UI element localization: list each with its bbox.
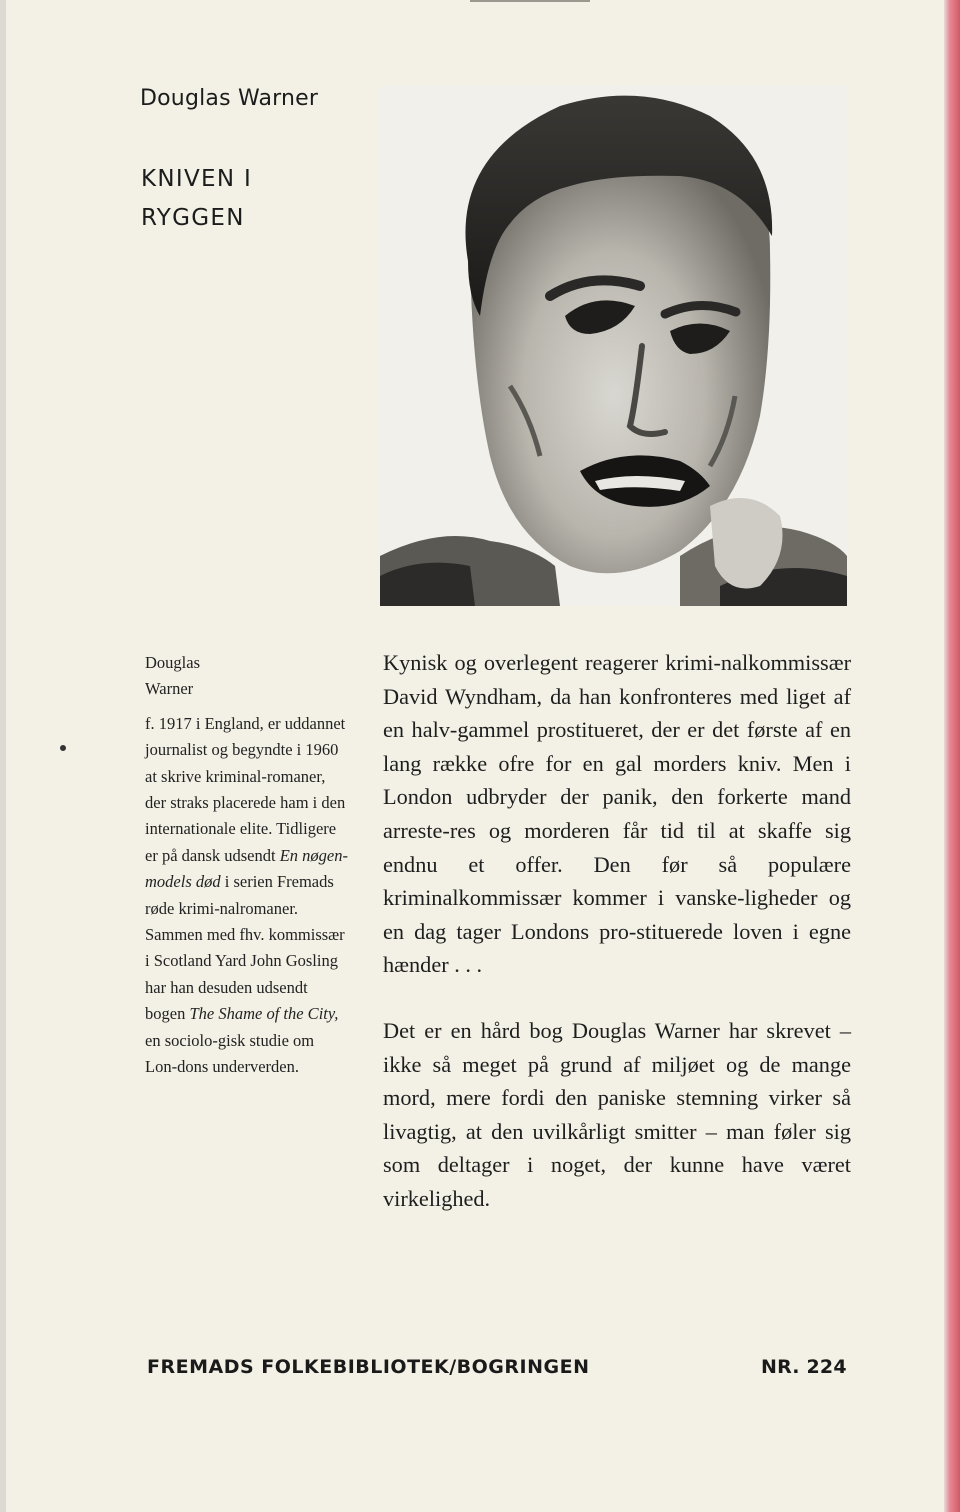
title-line-2: RYGGEN <box>141 205 245 231</box>
top-rule <box>470 0 590 2</box>
bio-text <box>145 711 350 1081</box>
author-bio-sidebar <box>145 650 350 1089</box>
bio-text-part-2: i serien Fremads røde krimi-nalromaner. Sammen med fhv. kommissær i Scotland Yard John Gosling har han desuden udsendt bogen <box>145 872 345 1024</box>
series-number: NR. 224 <box>761 1356 847 1378</box>
bio-book-title-2: The Shame of the City, <box>189 1004 339 1024</box>
red-spine-edge <box>944 0 960 1512</box>
blurb-paragraph-2: Det er en hård bog Douglas Warner har skrevet – ikke så meget på grund af miljøet og de mange mord, mere fordi den paniske stemning virker så livagtig, at den uvilkårligt smitter – man føler sig som deltager i noget, der kunne have været virkelighed. <box>383 1017 851 1211</box>
bio-name <box>145 650 350 703</box>
bio-name-line-1: Douglas <box>145 653 200 672</box>
bio-text-part-1: f. 1917 i England, er uddannet journalist og begyndte i 1960 at skrive kriminal-romaner, der straks placerede ham i den internationale elite. Tidligere er på dansk udsendt <box>145 713 346 865</box>
book-title <box>141 160 252 238</box>
author-portrait-image <box>380 86 847 606</box>
bio-name-line-2: Warner <box>145 679 194 699</box>
cover-left-edge <box>0 0 6 1512</box>
author-photo <box>380 86 847 606</box>
blurb-paragraph-1: Kynisk og overlegent reagerer krimi-nalkommissær David Wyndham, da han konfronteres med liget af en halv-gammel prostitueret, der er det første af en lang række ofre for en gal morders kniv. Men i London udbryder der panik, den forkerte mand arreste-res og morderen får tid til at skaffe sig endnu et offer. Den før så populære kriminalkommissær kommer i vanske-ligheder og en dag tager Londons pro-stituerede loven i egne hænder . . . <box>383 650 851 978</box>
book-blurb <box>383 646 851 1248</box>
bio-book-title-1: En nøgen-models død <box>145 845 348 892</box>
bio-text-part-3: en sociolo-gisk studie om Lon-dons underverden. <box>145 1030 315 1077</box>
publisher-series: FREMADS FOLKEBIBLIOTEK/BOGRINGEN <box>147 1356 590 1378</box>
margin-dot <box>60 745 66 751</box>
author-name: Douglas Warner <box>140 86 319 111</box>
title-line-1: KNIVEN I <box>141 166 253 192</box>
